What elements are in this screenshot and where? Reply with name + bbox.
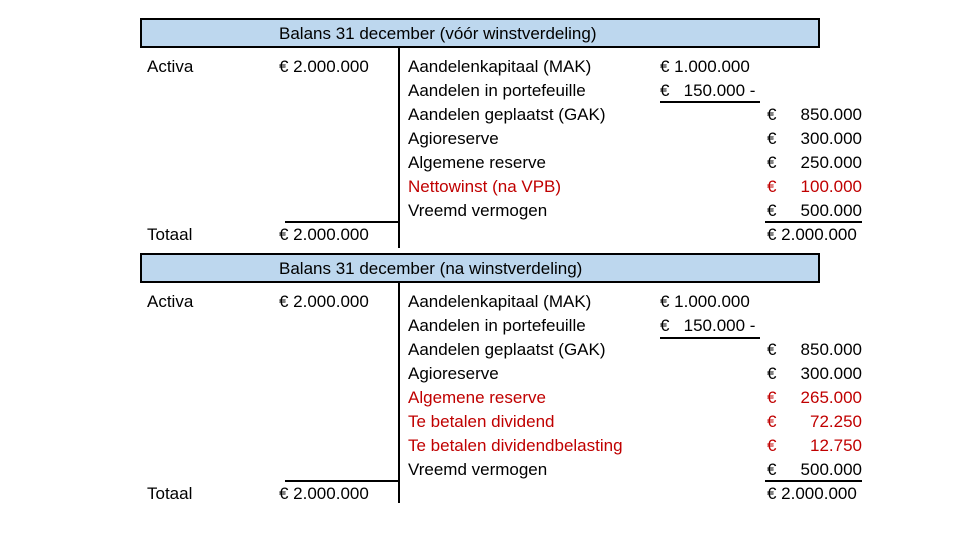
total-right: € 2.000.000 (767, 484, 857, 503)
item-amount: 250.000 (800, 153, 862, 172)
item-currency: € (767, 460, 777, 479)
item-label: Vreemd vermogen (408, 201, 548, 220)
item-label-highlight: Algemene reserve (408, 388, 546, 407)
item-amount-highlight: 100.000 (800, 177, 862, 196)
sub-item-label: Aandelen in portefeuille (408, 316, 586, 335)
item-amount-highlight: 72.250 (810, 412, 862, 431)
total-left: € 2.000.000 (279, 225, 369, 244)
item-amount-highlight: 12.750 (810, 436, 862, 455)
item-currency: € (767, 388, 777, 407)
total-left: € 2.000.000 (279, 484, 369, 503)
item-label-highlight: Te betalen dividend (408, 412, 555, 431)
item-label-highlight: Te betalen dividendbelasting (408, 436, 623, 455)
item-currency: € (767, 364, 777, 383)
item-label: Aandelen geplaatst (GAK) (408, 340, 606, 359)
subtotal-line (660, 337, 760, 339)
item-label: Agioreserve (408, 364, 499, 383)
item-currency: € (767, 153, 777, 172)
total-label: Totaal (147, 484, 193, 503)
item-amount: 500.000 (800, 201, 862, 220)
item-amount: 500.000 (800, 460, 862, 479)
item-currency: € (767, 201, 777, 220)
total-label: Totaal (147, 225, 193, 244)
item-label: Agioreserve (408, 129, 499, 148)
item-label: Vreemd vermogen (408, 460, 548, 479)
sub-item-label: Aandelenkapitaal (MAK) (408, 292, 592, 311)
sub-item-amount: € 1.000.000 (660, 57, 750, 76)
sub-item-label: Aandelenkapitaal (MAK) (408, 57, 592, 76)
item-currency: € (767, 340, 777, 359)
item-currency: € (767, 105, 777, 124)
t-account-divider (398, 48, 400, 248)
t-account-divider (398, 283, 400, 503)
balance-before-title: Balans 31 december (vóór winstverdeling) (279, 24, 597, 43)
item-currency: € (767, 129, 777, 148)
sub-item-label: Aandelen in portefeuille (408, 81, 586, 100)
sub-item-amount: € 1.000.000 (660, 292, 750, 311)
item-label-highlight: Nettowinst (na VPB) (408, 177, 562, 196)
item-currency: € (767, 412, 777, 431)
item-currency: € (767, 177, 777, 196)
item-amount-highlight: 265.000 (800, 388, 862, 407)
activa-total-line (285, 221, 400, 223)
sub-item-amount: € 150.000 - (660, 81, 756, 100)
balance-after-title: Balans 31 december (na winstverdeling) (279, 259, 583, 278)
activa-amount: € 2.000.000 (279, 57, 369, 76)
item-currency: € (767, 436, 777, 455)
activa-total-line (285, 480, 400, 482)
item-amount: 300.000 (800, 364, 862, 383)
sub-item-amount: € 150.000 - (660, 316, 756, 335)
total-right: € 2.000.000 (767, 225, 857, 244)
item-amount: 850.000 (800, 105, 862, 124)
item-amount: 850.000 (800, 340, 862, 359)
item-label: Algemene reserve (408, 153, 546, 172)
activa-label: Activa (147, 292, 194, 311)
activa-amount: € 2.000.000 (279, 292, 369, 311)
item-label: Aandelen geplaatst (GAK) (408, 105, 606, 124)
item-amount: 300.000 (800, 129, 862, 148)
activa-label: Activa (147, 57, 194, 76)
